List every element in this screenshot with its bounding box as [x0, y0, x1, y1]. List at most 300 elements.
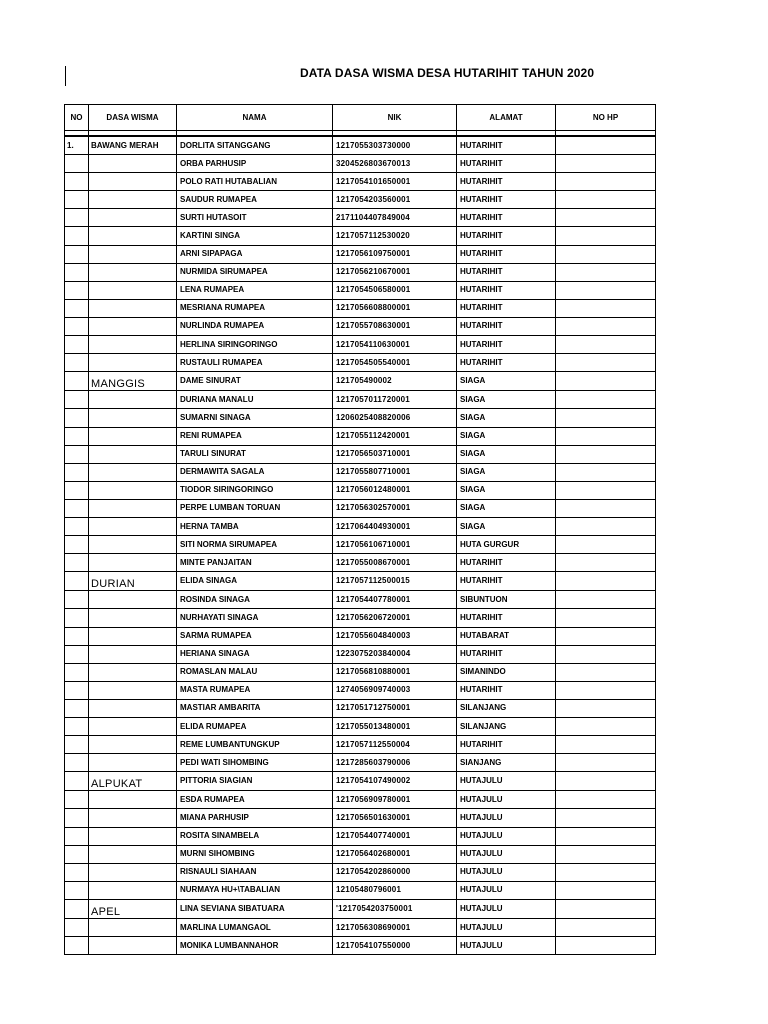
table-row	[65, 499, 656, 517]
cell-dasa-wisma	[89, 245, 177, 263]
cell-alamat: HUTAJULU	[457, 937, 556, 955]
table-row	[65, 336, 656, 354]
cell-no	[65, 609, 89, 627]
cell-no	[65, 863, 89, 881]
cell-dasa-wisma	[89, 263, 177, 281]
cell-no	[65, 263, 89, 281]
cell-nama: RUSTAULI RUMAPEA	[177, 354, 333, 372]
cell-no	[65, 481, 89, 499]
cell-alamat: HUTAJULU	[457, 791, 556, 809]
table-row	[65, 554, 656, 572]
cell-alamat: HUTAJULU	[457, 772, 556, 791]
cell-nama: ROSITA SINAMBELA	[177, 827, 333, 845]
cell-nama: ROSINDA SINAGA	[177, 591, 333, 609]
cell-nama: ELIDA RUMAPEA	[177, 718, 333, 736]
cell-no-hp	[556, 809, 656, 827]
cell-nama: REME LUMBANTUNGKUP	[177, 736, 333, 754]
header-nama: NAMA	[177, 105, 333, 131]
cell-nama: MIANA PARHUSIP	[177, 809, 333, 827]
cell-no-hp	[556, 336, 656, 354]
cell-nama: NURLINDA RUMAPEA	[177, 317, 333, 335]
cell-alamat: HUTAJULU	[457, 845, 556, 863]
cell-nik: 1217056909780001	[333, 791, 457, 809]
cell-no	[65, 227, 89, 245]
cell-dasa-wisma: MANGGIS	[89, 372, 177, 391]
cell-nama: KARTINI SINGA	[177, 227, 333, 245]
cell-nik: 1217054203560001	[333, 191, 457, 209]
table-row	[65, 591, 656, 609]
cell-dasa-wisma	[89, 718, 177, 736]
cell-no	[65, 299, 89, 317]
table-row	[65, 736, 656, 754]
table-row	[65, 681, 656, 699]
cell-nik: 1217051712750001	[333, 699, 457, 717]
cell-no-hp	[556, 499, 656, 517]
cell-no-hp	[556, 445, 656, 463]
cell-nik: 1217057112530020	[333, 227, 457, 245]
cell-no-hp	[556, 245, 656, 263]
cell-dasa-wisma	[89, 591, 177, 609]
cell-dasa-wisma: APEL	[89, 899, 177, 918]
cell-alamat: HUTARIHIT	[457, 736, 556, 754]
cell-nama: MARLINA LUMANGAOL	[177, 919, 333, 937]
cell-no	[65, 391, 89, 409]
table-row	[65, 155, 656, 173]
cell-no-hp	[556, 263, 656, 281]
cell-nama: PERPE LUMBAN TORUAN	[177, 499, 333, 517]
cell-nik: 1217054505540001	[333, 354, 457, 372]
cell-nama: MESRIANA RUMAPEA	[177, 299, 333, 317]
cell-nik: 1217055604840003	[333, 627, 457, 645]
cell-nik: 1217055008670001	[333, 554, 457, 572]
cell-no	[65, 718, 89, 736]
cell-nik: 1217056608800001	[333, 299, 457, 317]
table-row	[65, 881, 656, 899]
cell-nama: NURHAYATI SINAGA	[177, 609, 333, 627]
table-row	[65, 409, 656, 427]
cell-no	[65, 209, 89, 227]
table-row	[65, 317, 656, 335]
cell-no	[65, 427, 89, 445]
cell-no-hp	[556, 191, 656, 209]
cell-no-hp	[556, 536, 656, 554]
cell-alamat: HUTARIHIT	[457, 354, 556, 372]
table-row	[65, 191, 656, 209]
cell-nama: PEDI WATI SIHOMBING	[177, 754, 333, 772]
cell-dasa-wisma	[89, 155, 177, 173]
header-dasa-wisma: DASA WISMA	[89, 105, 177, 131]
cell-alamat: HUTARIHIT	[457, 281, 556, 299]
cell-no	[65, 191, 89, 209]
cell-no	[65, 155, 89, 173]
cell-nik: 1274056909740003	[333, 681, 457, 699]
cell-dasa-wisma	[89, 554, 177, 572]
cell-alamat: HUTABARAT	[457, 627, 556, 645]
table-row	[65, 463, 656, 481]
cell-alamat: HUTARIHIT	[457, 191, 556, 209]
cell-no-hp	[556, 463, 656, 481]
cell-no	[65, 919, 89, 937]
cell-no	[65, 591, 89, 609]
cell-alamat: HUTARIHIT	[457, 572, 556, 591]
cell-no	[65, 173, 89, 191]
table-row	[65, 937, 656, 955]
cell-nik: 1217064404930001	[333, 517, 457, 535]
cell-alamat: SIAGA	[457, 481, 556, 499]
cell-no-hp	[556, 919, 656, 937]
cell-dasa-wisma	[89, 191, 177, 209]
table-row	[65, 245, 656, 263]
table-header	[65, 105, 656, 137]
cell-nama: LINA SEVIANA SIBATUARA	[177, 899, 333, 918]
cell-no	[65, 937, 89, 955]
cell-no-hp	[556, 937, 656, 955]
cell-no-hp	[556, 427, 656, 445]
cell-no-hp	[556, 627, 656, 645]
cell-nama: HERNA TAMBA	[177, 517, 333, 535]
header-no-hp: NO HP	[556, 105, 656, 131]
table-row	[65, 718, 656, 736]
cell-alamat: HUTARIHIT	[457, 245, 556, 263]
cell-nama: POLO RATI HUTABALIAN	[177, 173, 333, 191]
table-row	[65, 263, 656, 281]
cell-no-hp	[556, 609, 656, 627]
cell-no	[65, 572, 89, 591]
cell-no-hp	[556, 881, 656, 899]
cell-alamat: SIAGA	[457, 427, 556, 445]
cell-no	[65, 772, 89, 791]
cell-nama: NURMAYA HU+\TABALIAN	[177, 881, 333, 899]
cell-nik: 1217055807710001	[333, 463, 457, 481]
cell-nik: 1217055708630001	[333, 317, 457, 335]
cell-dasa-wisma	[89, 336, 177, 354]
cell-nama: ELIDA SINAGA	[177, 572, 333, 591]
table-row	[65, 919, 656, 937]
table-row	[65, 209, 656, 227]
cell-no-hp	[556, 391, 656, 409]
cell-alamat: HUTARIHIT	[457, 609, 556, 627]
table-row	[65, 827, 656, 845]
cell-no	[65, 845, 89, 863]
cell-no-hp	[556, 317, 656, 335]
cell-nik: 121705490002	[333, 372, 457, 391]
table-row	[65, 627, 656, 645]
cell-dasa-wisma	[89, 845, 177, 863]
cell-nik: 1217054202860000	[333, 863, 457, 881]
cell-no-hp	[556, 754, 656, 772]
table-row	[65, 391, 656, 409]
cell-dasa-wisma: DURIAN	[89, 572, 177, 591]
cell-dasa-wisma	[89, 627, 177, 645]
cell-nik: 1217054101650001	[333, 173, 457, 191]
cell-no-hp	[556, 827, 656, 845]
table-row	[65, 354, 656, 372]
cell-no-hp	[556, 372, 656, 391]
cell-nik: 1217285603790006	[333, 754, 457, 772]
cell-nik: 2171104407849004	[333, 209, 457, 227]
cell-alamat: HUTAJULU	[457, 919, 556, 937]
cell-nik: 1217056106710001	[333, 536, 457, 554]
cell-dasa-wisma	[89, 699, 177, 717]
cell-no: 1.	[65, 136, 89, 155]
cell-no-hp	[556, 354, 656, 372]
table-row	[65, 173, 656, 191]
cell-nama: HERLINA SIRINGORINGO	[177, 336, 333, 354]
cell-no-hp	[556, 136, 656, 155]
cell-alamat: SIMANINDO	[457, 663, 556, 681]
cell-dasa-wisma	[89, 317, 177, 335]
cell-no-hp	[556, 554, 656, 572]
table-row	[65, 445, 656, 463]
cell-no	[65, 645, 89, 663]
cell-nik: 1217056302570001	[333, 499, 457, 517]
table-row	[65, 809, 656, 827]
cell-no-hp	[556, 663, 656, 681]
cell-alamat: HUTAJULU	[457, 863, 556, 881]
cell-nama: MONIKA LUMBANNAHOR	[177, 937, 333, 955]
cell-nik: 1217055303730000	[333, 136, 457, 155]
table-row	[65, 136, 656, 155]
cell-no-hp	[556, 281, 656, 299]
cell-no-hp	[556, 681, 656, 699]
table-row	[65, 645, 656, 663]
cell-dasa-wisma	[89, 209, 177, 227]
cell-dasa-wisma	[89, 281, 177, 299]
cell-alamat: HUTAJULU	[457, 827, 556, 845]
table-row	[65, 863, 656, 881]
header-no: NO	[65, 105, 89, 131]
cell-alamat: SIAGA	[457, 499, 556, 517]
cell-alamat: HUTARIHIT	[457, 155, 556, 173]
cell-nik: 1206025408820006	[333, 409, 457, 427]
cell-alamat: SIAGA	[457, 409, 556, 427]
cell-no	[65, 881, 89, 899]
cell-dasa-wisma: ALPUKAT	[89, 772, 177, 791]
cell-alamat: HUTARIHIT	[457, 209, 556, 227]
cell-no	[65, 409, 89, 427]
cell-dasa-wisma	[89, 736, 177, 754]
cell-nik: 1217054107490002	[333, 772, 457, 791]
cell-alamat: SIBUNTUON	[457, 591, 556, 609]
cell-no	[65, 536, 89, 554]
cell-no	[65, 372, 89, 391]
cell-no	[65, 554, 89, 572]
cell-nama: RISNAULI SIAHAAN	[177, 863, 333, 881]
cell-no-hp	[556, 173, 656, 191]
cell-nik: 1217056012480001	[333, 481, 457, 499]
cell-dasa-wisma	[89, 409, 177, 427]
cell-dasa-wisma	[89, 863, 177, 881]
cell-no	[65, 791, 89, 809]
cell-nama: ROMASLAN MALAU	[177, 663, 333, 681]
table-row	[65, 299, 656, 317]
cell-alamat: HUTA GURGUR	[457, 536, 556, 554]
cell-alamat: HUTARIHIT	[457, 554, 556, 572]
cell-nik: 1217055013480001	[333, 718, 457, 736]
cell-dasa-wisma	[89, 809, 177, 827]
cell-dasa-wisma	[89, 937, 177, 955]
cell-no-hp	[556, 227, 656, 245]
cell-alamat: SIAGA	[457, 391, 556, 409]
cell-nama: MASTIAR AMBARITA	[177, 699, 333, 717]
cell-nik: 1217057112500015	[333, 572, 457, 591]
cell-dasa-wisma: BAWANG MERAH	[89, 136, 177, 155]
cell-no	[65, 445, 89, 463]
cell-alamat: HUTARIHIT	[457, 645, 556, 663]
table-row	[65, 427, 656, 445]
cell-alamat: HUTARIHIT	[457, 681, 556, 699]
cell-dasa-wisma	[89, 499, 177, 517]
cell-alamat: HUTARIHIT	[457, 227, 556, 245]
cell-nik: '1217054203750001	[333, 899, 457, 918]
cell-nama: ESDA RUMAPEA	[177, 791, 333, 809]
cell-no	[65, 517, 89, 535]
cell-alamat: SILANJANG	[457, 718, 556, 736]
cell-nama: PITTORIA SIAGIAN	[177, 772, 333, 791]
cell-nik: 1217054107550000	[333, 937, 457, 955]
cell-nik: 1217054407740001	[333, 827, 457, 845]
cell-no-hp	[556, 517, 656, 535]
cell-nama: SAUDUR RUMAPEA	[177, 191, 333, 209]
cell-nama: TIODOR SIRINGORINGO	[177, 481, 333, 499]
cell-alamat: HUTAJULU	[457, 809, 556, 827]
table-row	[65, 609, 656, 627]
cell-alamat: SIAGA	[457, 372, 556, 391]
cell-no	[65, 354, 89, 372]
page-title: DATA DASA WISMA DESA HUTARIHIT TAHUN 2020	[300, 66, 595, 80]
cell-dasa-wisma	[89, 536, 177, 554]
cell-no-hp	[556, 772, 656, 791]
cell-alamat: HUTARIHIT	[457, 136, 556, 155]
cell-dasa-wisma	[89, 754, 177, 772]
header-nik: NIK	[333, 105, 457, 131]
header-alamat: ALAMAT	[457, 105, 556, 131]
cell-nik: 1217056109750001	[333, 245, 457, 263]
cell-no	[65, 681, 89, 699]
cell-no-hp	[556, 591, 656, 609]
cell-no-hp	[556, 299, 656, 317]
cell-nik: 1217055112420001	[333, 427, 457, 445]
cell-nama: SITI NORMA SIRUMAPEA	[177, 536, 333, 554]
cell-dasa-wisma	[89, 663, 177, 681]
table-row	[65, 572, 656, 591]
cell-nama: SURTI HUTASOIT	[177, 209, 333, 227]
cell-nama: ORBA PARHUSIP	[177, 155, 333, 173]
cell-nik: 1217054407780001	[333, 591, 457, 609]
cell-dasa-wisma	[89, 427, 177, 445]
table-row	[65, 372, 656, 391]
cell-no-hp	[556, 736, 656, 754]
cell-no	[65, 463, 89, 481]
cell-nama: DORLITA SITANGGANG	[177, 136, 333, 155]
table-row	[65, 227, 656, 245]
cell-nama: TARULI SINURAT	[177, 445, 333, 463]
cell-no	[65, 627, 89, 645]
table-row	[65, 481, 656, 499]
cell-alamat: SILANJANG	[457, 699, 556, 717]
cell-no-hp	[556, 791, 656, 809]
cell-nik: 1217056402680001	[333, 845, 457, 863]
cell-dasa-wisma	[89, 827, 177, 845]
cell-no	[65, 663, 89, 681]
cell-alamat: HUTARIHIT	[457, 336, 556, 354]
cell-no-hp	[556, 209, 656, 227]
table-row	[65, 536, 656, 554]
cell-no	[65, 736, 89, 754]
title-border	[65, 66, 66, 86]
cell-nik: 1223075203840004	[333, 645, 457, 663]
cell-nik: 12105480796001	[333, 881, 457, 899]
cell-dasa-wisma	[89, 791, 177, 809]
cell-no	[65, 827, 89, 845]
table-row	[65, 899, 656, 918]
dasa-wisma-table	[64, 104, 656, 955]
table-row	[65, 791, 656, 809]
cell-no	[65, 336, 89, 354]
cell-nik: 1217056810880001	[333, 663, 457, 681]
cell-no	[65, 245, 89, 263]
cell-dasa-wisma	[89, 227, 177, 245]
cell-nik: 1217057011720001	[333, 391, 457, 409]
cell-nama: MASTA RUMAPEA	[177, 681, 333, 699]
cell-dasa-wisma	[89, 919, 177, 937]
cell-no-hp	[556, 699, 656, 717]
cell-nik: 1217056206720001	[333, 609, 457, 627]
cell-nama: MURNI SIHOMBING	[177, 845, 333, 863]
cell-dasa-wisma	[89, 354, 177, 372]
cell-nik: 1217056210670001	[333, 263, 457, 281]
cell-nik: 1217054506580001	[333, 281, 457, 299]
cell-dasa-wisma	[89, 517, 177, 535]
cell-no	[65, 899, 89, 918]
cell-no-hp	[556, 645, 656, 663]
cell-no-hp	[556, 899, 656, 918]
table-body	[65, 136, 656, 955]
cell-alamat: HUTAJULU	[457, 899, 556, 918]
cell-dasa-wisma	[89, 391, 177, 409]
cell-nik: 3204526803670013	[333, 155, 457, 173]
cell-alamat: SIAGA	[457, 517, 556, 535]
cell-nama: DERMAWITA SAGALA	[177, 463, 333, 481]
cell-no	[65, 754, 89, 772]
cell-dasa-wisma	[89, 609, 177, 627]
table-row	[65, 772, 656, 791]
cell-no	[65, 809, 89, 827]
cell-nama: LENA RUMAPEA	[177, 281, 333, 299]
cell-nik: 1217056308690001	[333, 919, 457, 937]
cell-alamat: HUTAJULU	[457, 881, 556, 899]
cell-nama: SUMARNI SINAGA	[177, 409, 333, 427]
cell-dasa-wisma	[89, 445, 177, 463]
cell-no-hp	[556, 481, 656, 499]
table-row	[65, 845, 656, 863]
cell-nama: HERIANA SINAGA	[177, 645, 333, 663]
table-row	[65, 281, 656, 299]
cell-alamat: SIAGA	[457, 445, 556, 463]
cell-no	[65, 317, 89, 335]
cell-no	[65, 499, 89, 517]
cell-alamat: HUTARIHIT	[457, 317, 556, 335]
cell-alamat: HUTARIHIT	[457, 263, 556, 281]
cell-no-hp	[556, 863, 656, 881]
table-row	[65, 699, 656, 717]
table-row	[65, 517, 656, 535]
cell-no-hp	[556, 718, 656, 736]
cell-dasa-wisma	[89, 481, 177, 499]
cell-nik: 1217054110630001	[333, 336, 457, 354]
cell-alamat: HUTARIHIT	[457, 173, 556, 191]
cell-dasa-wisma	[89, 173, 177, 191]
